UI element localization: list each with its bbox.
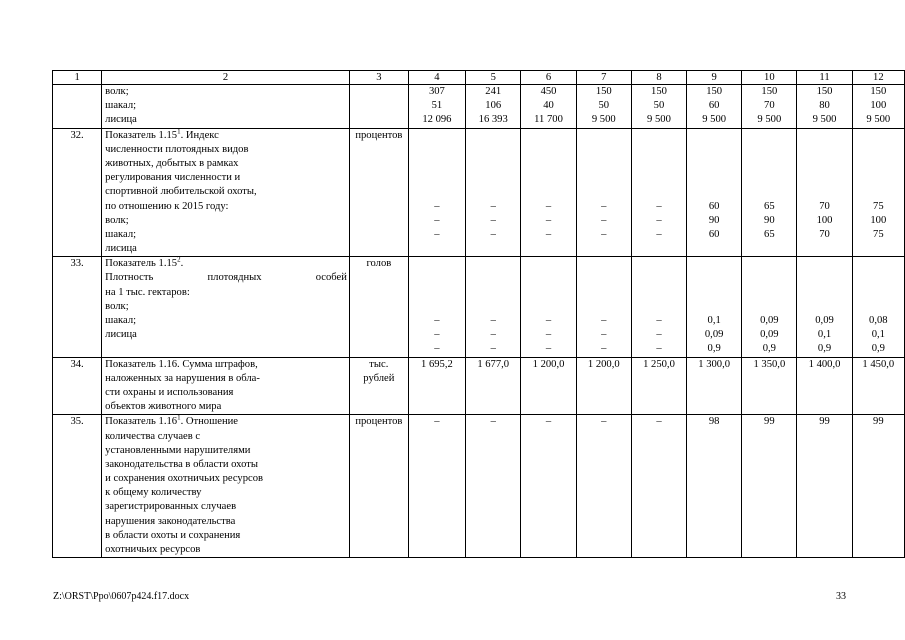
value-line: – <box>656 329 662 341</box>
value-line: – <box>656 200 662 212</box>
value-line: 0,9 <box>707 343 721 355</box>
indicator-title <box>105 257 347 271</box>
value-line: 150 <box>816 86 833 97</box>
text-line: зарегистрированных случаев <box>105 501 237 513</box>
value-line: – <box>434 228 440 240</box>
column-number: 11 <box>797 71 852 85</box>
indicator-text <box>102 357 350 415</box>
value-cell: – <box>521 415 576 558</box>
value-cell: 1 400,0 <box>797 357 852 415</box>
text-line: установленными нарушителями <box>105 444 251 456</box>
value-cell <box>742 85 797 129</box>
value-line: 0,1 <box>817 329 832 341</box>
title-superscript: 1 <box>177 413 181 422</box>
column-number: 6 <box>521 71 576 85</box>
unit-cell: процентов <box>349 415 408 558</box>
text-line: волк; <box>105 300 129 312</box>
column-number: 1 <box>53 71 102 85</box>
value-cell <box>852 128 904 257</box>
value-line: 75 <box>873 200 884 212</box>
value-line: 150 <box>761 86 778 97</box>
text-line: количества случаев с <box>105 430 201 442</box>
value-line: 450 <box>540 86 557 97</box>
value-line: 307 <box>428 86 445 97</box>
value-line: 9 500 <box>647 114 671 126</box>
value-line: 106 <box>485 100 502 112</box>
column-number: 12 <box>852 71 904 85</box>
text-line: Показатель 1.16. Сумма штрафов, <box>105 358 258 370</box>
table-row <box>53 257 905 357</box>
value-line: – <box>545 214 552 226</box>
footer-file-path: Z:\ORST\Ppo\0607p424.f17.docx <box>53 591 190 602</box>
value-cell <box>408 257 465 357</box>
value-line: – <box>490 315 496 326</box>
value-line: 50 <box>598 100 610 112</box>
value-line: 241 <box>485 86 502 97</box>
value-cell <box>466 128 521 257</box>
value-line: – <box>434 343 440 355</box>
value-line: 65 <box>764 228 775 240</box>
text-line: и сохранения охотничьих ресурсов <box>105 473 263 485</box>
value-line: 90 <box>708 214 720 226</box>
value-line: – <box>490 200 496 212</box>
value-line: – <box>545 200 552 212</box>
value-cell <box>576 85 631 129</box>
text-line: волк; <box>105 86 129 97</box>
value-line: 75 <box>873 228 884 240</box>
indicator-title <box>105 129 347 143</box>
text-line: на 1 тыс. гектаров: <box>105 286 190 298</box>
indicator-table <box>52 70 905 558</box>
value-cell <box>852 257 904 357</box>
value-line: 0,09 <box>704 329 724 341</box>
value-cell <box>576 128 631 257</box>
value-line: – <box>601 315 607 326</box>
value-line: – <box>490 329 496 341</box>
column-number: 8 <box>631 71 686 85</box>
table-row <box>53 357 905 415</box>
column-number: 4 <box>408 71 465 85</box>
value-line: – <box>434 214 440 226</box>
text-line: шакал; <box>105 100 137 112</box>
text-line: нарушения законодательства <box>105 515 236 527</box>
value-line: 40 <box>543 100 554 112</box>
value-line: 9 500 <box>757 114 782 126</box>
value-line: 0,9 <box>762 343 776 355</box>
value-cell: – <box>576 415 631 558</box>
value-cell: 1 677,0 <box>466 357 521 415</box>
value-line: – <box>434 315 440 326</box>
value-line: 150 <box>706 86 723 97</box>
value-cell <box>742 128 797 257</box>
value-cell: 98 <box>687 415 742 558</box>
row-number: 33. <box>53 257 102 357</box>
value-line: – <box>545 228 552 240</box>
word: Плотность <box>105 272 154 284</box>
text-line: численности плотоядных видов <box>105 143 249 155</box>
column-number: 9 <box>687 71 742 85</box>
value-line: 150 <box>870 86 887 97</box>
value-cell <box>797 257 852 357</box>
unit-cell <box>349 357 408 415</box>
value-cell: 1 695,2 <box>408 357 465 415</box>
unit-line: рублей <box>363 372 395 384</box>
indicator-text <box>102 257 350 357</box>
text-line: спортивной любительской охоты, <box>105 186 257 198</box>
value-cell: – <box>631 415 686 558</box>
text-line: лисица <box>105 114 137 126</box>
title-superscript: 1 <box>177 127 181 136</box>
value-line: 9 500 <box>702 114 727 126</box>
text-line: шакал; <box>105 315 137 326</box>
text-line: шакал; <box>105 228 137 240</box>
unit-cell: процентов <box>349 128 408 257</box>
value-line: 0,1 <box>707 315 721 326</box>
value-line: 9 500 <box>866 114 891 126</box>
unit-cell: голов <box>349 257 408 357</box>
value-line: 0,09 <box>815 315 834 326</box>
value-cell: 1 250,0 <box>631 357 686 415</box>
indicator-text <box>102 85 350 129</box>
value-line: – <box>601 329 607 341</box>
value-cell <box>687 128 742 257</box>
row-number: 32. <box>53 128 102 257</box>
value-line: – <box>656 343 662 355</box>
title-text: Показатель 1.16 <box>105 416 178 428</box>
text-line: в области охоты и сохранения <box>105 529 241 541</box>
value-cell <box>521 128 576 257</box>
value-cell: 1 200,0 <box>576 357 631 415</box>
value-line: – <box>601 214 607 226</box>
title-superscript: 2 <box>177 255 181 264</box>
value-cell: – <box>408 415 465 558</box>
row-number: 34. <box>53 357 102 415</box>
indicator-text <box>102 128 350 257</box>
value-line: – <box>601 200 607 212</box>
value-line: – <box>490 343 496 355</box>
column-number: 5 <box>466 71 521 85</box>
column-number: 7 <box>576 71 631 85</box>
value-line: 9 500 <box>591 114 616 126</box>
value-line: – <box>545 343 552 355</box>
unit-line: тыс. <box>369 358 389 370</box>
justified-line <box>105 271 347 285</box>
value-line: – <box>545 329 552 341</box>
value-line: 51 <box>431 100 443 112</box>
value-cell <box>852 85 904 129</box>
title-text: Показатель 1.15 <box>105 258 178 270</box>
value-line: 100 <box>870 214 887 226</box>
text-line: животных, добытых в рамках <box>105 157 239 169</box>
title-text: . Отношение <box>180 416 239 428</box>
value-cell <box>408 85 465 129</box>
column-number: 2 <box>102 71 350 85</box>
value-line: – <box>545 315 552 326</box>
value-cell <box>742 257 797 357</box>
text-line: законодательства в области охоты <box>105 458 258 470</box>
column-number-row <box>53 71 905 85</box>
value-line: 150 <box>595 86 612 97</box>
value-cell <box>576 257 631 357</box>
value-line: – <box>601 228 607 240</box>
unit-cell <box>349 85 408 129</box>
value-cell: – <box>466 415 521 558</box>
text-line: регулирования численности и <box>105 172 241 184</box>
table-row <box>53 85 905 129</box>
value-cell <box>521 85 576 129</box>
text-line: охотничьих ресурсов <box>105 544 201 555</box>
value-cell <box>797 128 852 257</box>
value-line: 70 <box>764 100 775 112</box>
row-number: 35. <box>53 415 102 558</box>
value-line: 70 <box>819 228 830 240</box>
indicator-title <box>105 415 347 429</box>
value-line: 100 <box>816 214 833 226</box>
value-cell: 99 <box>852 415 904 558</box>
value-cell: 1 350,0 <box>742 357 797 415</box>
value-line: 16 393 <box>478 114 508 126</box>
value-line: 60 <box>708 200 720 212</box>
value-cell <box>521 257 576 357</box>
row-number <box>53 85 102 129</box>
value-cell <box>466 85 521 129</box>
value-line: 12 096 <box>422 114 452 126</box>
value-cell <box>631 85 686 129</box>
title-text: . Индекс <box>180 129 219 141</box>
value-cell <box>687 257 742 357</box>
value-cell <box>408 128 465 257</box>
value-line: 11 700 <box>534 114 563 126</box>
value-line: 0,09 <box>760 329 779 341</box>
value-line: 0,9 <box>871 343 885 355</box>
table-row <box>53 415 905 558</box>
value-line: – <box>656 214 662 226</box>
value-line: 60 <box>708 228 720 240</box>
text-line: лисица <box>105 329 137 341</box>
value-line: 100 <box>870 100 887 112</box>
value-line: – <box>656 228 662 240</box>
column-number: 10 <box>742 71 797 85</box>
text-line: по отношению к 2015 году: <box>105 200 229 212</box>
value-line: – <box>490 214 496 226</box>
title-text: Показатель 1.15 <box>105 129 178 141</box>
text-line: волк; <box>105 214 129 226</box>
value-line: – <box>434 200 440 212</box>
value-line: 60 <box>708 100 720 112</box>
text-line: лисица <box>105 243 137 255</box>
text-line: объектов животного мира <box>105 401 222 413</box>
value-line: 80 <box>819 100 830 112</box>
value-cell <box>466 257 521 357</box>
value-line: 0,1 <box>871 329 885 341</box>
value-line: 50 <box>653 100 665 112</box>
value-cell: 1 450,0 <box>852 357 904 415</box>
value-line: – <box>490 228 496 240</box>
indicator-text <box>102 415 350 558</box>
value-cell: 99 <box>742 415 797 558</box>
title-text: . <box>180 258 184 270</box>
text-line: наложенных за нарушения в обла- <box>105 372 260 384</box>
word: плотоядных <box>207 272 262 284</box>
value-line: – <box>434 329 440 341</box>
value-line: 90 <box>764 214 775 226</box>
value-line: – <box>601 343 607 355</box>
value-line: 150 <box>651 86 667 97</box>
value-cell <box>631 128 686 257</box>
value-cell <box>631 257 686 357</box>
value-line: 0,9 <box>817 343 832 355</box>
text-line: сти охраны и использования <box>105 386 234 398</box>
value-line: 0,09 <box>760 315 779 326</box>
text-line: к общему количеству <box>105 487 202 499</box>
word: особей <box>315 272 347 284</box>
table-row <box>53 128 905 257</box>
value-cell: 1 200,0 <box>521 357 576 415</box>
value-line: 70 <box>819 200 830 212</box>
value-line: 0,08 <box>869 315 888 326</box>
value-cell <box>687 85 742 129</box>
footer-page-number: 33 <box>836 591 846 602</box>
value-line: – <box>656 315 662 326</box>
value-cell: 99 <box>797 415 852 558</box>
value-line: 65 <box>764 200 775 212</box>
value-cell <box>797 85 852 129</box>
column-number: 3 <box>349 71 408 85</box>
value-cell: 1 300,0 <box>687 357 742 415</box>
value-line: 9 500 <box>812 114 837 126</box>
